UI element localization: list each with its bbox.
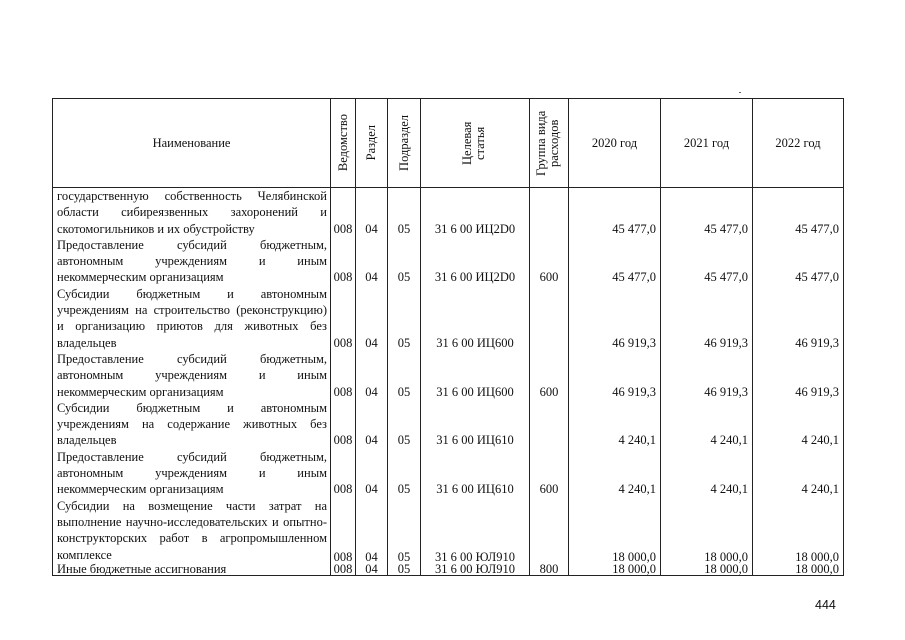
row-section: 04 [356,188,388,237]
row-target-item: 31 6 00 ИЦ2D0 [421,188,530,237]
row-2022: 45 477,0 [753,237,844,286]
row-department: 008 [331,188,356,237]
row-section: 04 [356,400,388,449]
row-2022: 46 919,3 [753,286,844,351]
row-expense-group: 600 [530,237,569,286]
row-department: 008 [331,449,356,498]
table-row [53,498,844,563]
row-name: Субсидии бюджетным и автономным учреждениям на содержание животных без владельцев [53,400,331,449]
row-section: 04 [356,237,388,286]
row-expense-group [530,286,569,351]
table-row [53,563,844,576]
header-subsection: Подраздел [388,99,421,188]
row-department: 008 [331,498,356,563]
row-name: Иные бюджетные ассигнования [53,563,331,576]
row-target-item: 31 6 00 ИЦ610 [421,449,530,498]
header-row [53,99,844,188]
row-2020: 18 000,0 [569,498,661,563]
row-2021: 18 000,0 [661,498,753,563]
row-expense-group [530,400,569,449]
row-2020: 45 477,0 [569,237,661,286]
row-department: 008 [331,563,356,576]
header-2020: 2020 год [569,99,661,188]
row-2021: 4 240,1 [661,449,753,498]
row-subsection: 05 [388,498,421,563]
header-department: Ведомство [331,99,356,188]
row-2022: 4 240,1 [753,449,844,498]
header-2021: 2021 год [661,99,753,188]
row-subsection: 05 [388,188,421,237]
scan-speck [739,92,741,93]
row-expense-group: 600 [530,351,569,400]
row-department: 008 [331,237,356,286]
header-expense-group: Группа вида расходов [530,99,569,188]
row-department: 008 [331,400,356,449]
row-subsection: 05 [388,563,421,576]
row-expense-group [530,498,569,563]
row-subsection: 05 [388,351,421,400]
row-expense-group: 800 [530,563,569,576]
row-target-item: 31 6 00 ЮЛ910 [421,498,530,563]
header-name: Наименование [53,99,331,188]
header-2022: 2022 год [753,99,844,188]
row-2020: 4 240,1 [569,449,661,498]
row-section: 04 [356,351,388,400]
row-expense-group: 600 [530,449,569,498]
row-expense-group [530,188,569,237]
row-section: 04 [356,498,388,563]
row-2020: 18 000,0 [569,563,661,576]
budget-table [52,98,844,576]
row-department: 008 [331,351,356,400]
table-row [53,286,844,351]
row-name: Субсидии на возмещение части затрат на выполнение научно-исследовательских и опытно-конструкторских работ в агропромышленном комплексе [53,498,331,563]
row-target-item: 31 6 00 ИЦ610 [421,400,530,449]
row-section: 04 [356,563,388,576]
row-2021: 45 477,0 [661,188,753,237]
row-subsection: 05 [388,237,421,286]
row-subsection: 05 [388,400,421,449]
row-name: Предоставление субсидий бюджетным, автономным учреждениям и иным некоммерческим организациям [53,449,331,498]
row-2021: 4 240,1 [661,400,753,449]
table-row [53,237,844,286]
row-2021: 46 919,3 [661,351,753,400]
row-target-item: 31 6 00 ЮЛ910 [421,563,530,576]
row-2022: 45 477,0 [753,188,844,237]
row-target-item: 31 6 00 ИЦ2D0 [421,237,530,286]
row-target-item: 31 6 00 ИЦ600 [421,286,530,351]
table-row [53,449,844,498]
row-2021: 18 000,0 [661,563,753,576]
row-2020: 45 477,0 [569,188,661,237]
row-target-item: 31 6 00 ИЦ600 [421,351,530,400]
row-2021: 46 919,3 [661,286,753,351]
row-subsection: 05 [388,286,421,351]
row-2020: 46 919,3 [569,286,661,351]
row-name: Предоставление субсидий бюджетным, автономным учреждениям и иным некоммерческим организациям [53,237,331,286]
table-row [53,351,844,400]
row-2022: 18 000,0 [753,498,844,563]
row-2020: 4 240,1 [569,400,661,449]
table-row [53,400,844,449]
row-section: 04 [356,286,388,351]
header-section: Раздел [356,99,388,188]
row-2021: 45 477,0 [661,237,753,286]
row-2022: 4 240,1 [753,400,844,449]
row-section: 04 [356,449,388,498]
row-2020: 46 919,3 [569,351,661,400]
row-name: государственную собственность Челябинской области сибиреязвенных захоронений и скотомогильников и их обустройству [53,188,331,237]
row-name: Субсидии бюджетным и автономным учреждениям на строительство (реконструкцию) и организацию приютов для животных без владельцев [53,286,331,351]
row-department: 008 [331,286,356,351]
row-2022: 46 919,3 [753,351,844,400]
table-row [53,188,844,237]
row-2022: 18 000,0 [753,563,844,576]
row-subsection: 05 [388,449,421,498]
row-name: Предоставление субсидий бюджетным, автономным учреждениям и иным некоммерческим организациям [53,351,331,400]
page-number: 444 [815,598,836,612]
header-target-item: Целевая статья [421,99,530,188]
